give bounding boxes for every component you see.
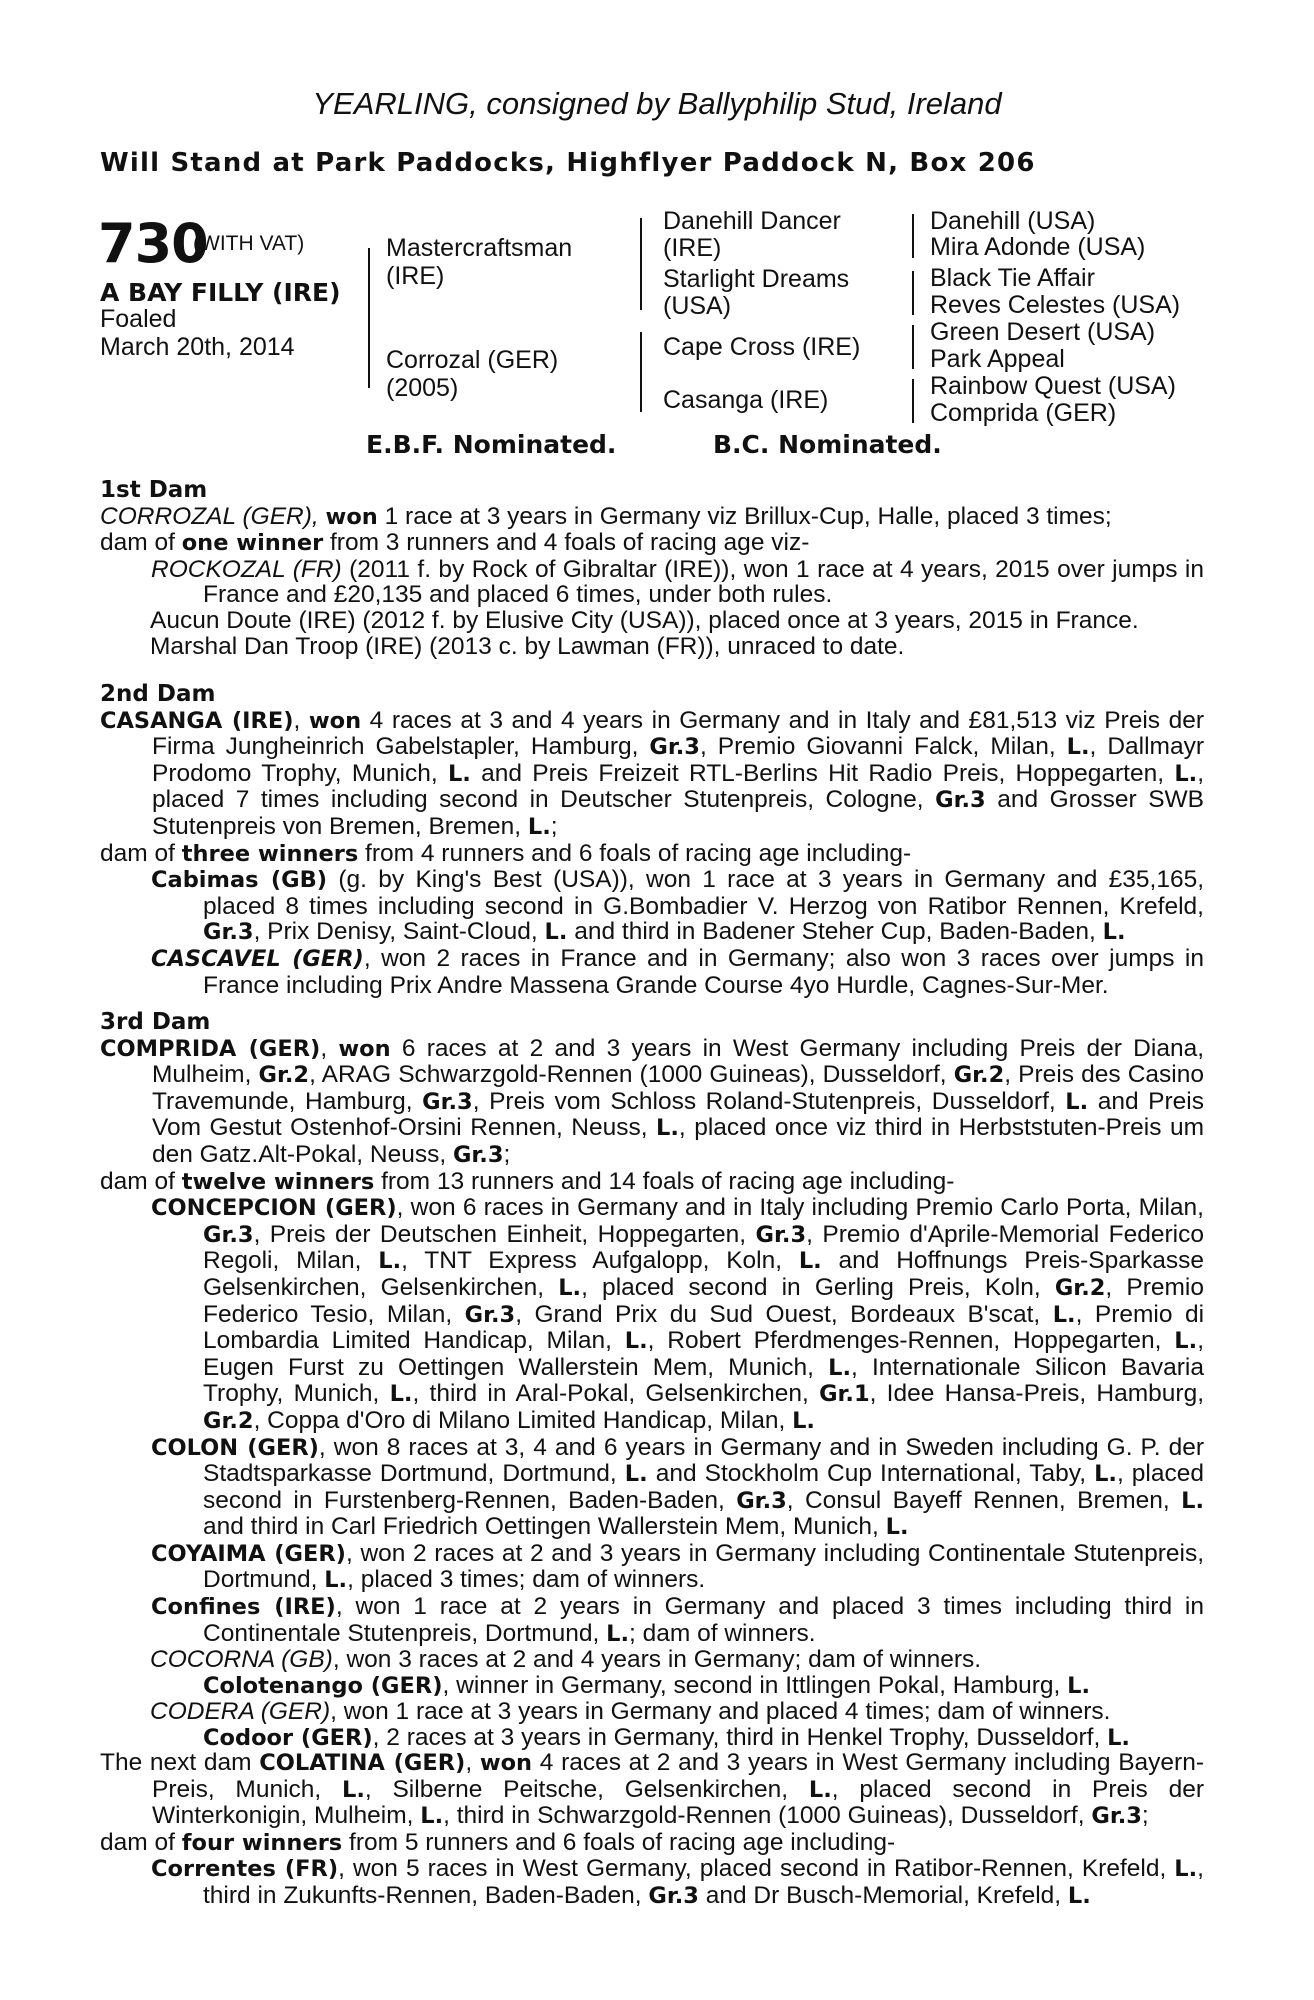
foaled-label: Foaled <box>100 305 177 333</box>
dam-year: (2005) <box>386 374 459 402</box>
stand-location: Will Stand at Park Paddocks, Highflyer Paddock N, Box 206 <box>100 148 1036 178</box>
ebf-nomination: E.B.F. Nominated. <box>366 430 617 459</box>
second-dam-record: CASANGA (IRE), won 4 races at 3 and 4 years in Germany and in Italy and £81,513 viz Preis der Firma Jungheinrich Gabelstapler, Hamburg, Gr.3, Premio Giovanni Falck, Milan, L., Dallmayr Prodomo Trophy, Munich, L. and Preis Freizeit RTL-Berlins Hit Radio Preis, Hoppegarten, L., placed 7 times including second in Deutscher Stutenpreis, Cologne, Gr.3 and Grosser SWB Stutenpreis von Bremen, Bremen, L.; <box>100 706 1205 840</box>
catalogue-title: YEARLING, consigned by Ballyphilip Stud, Ireland <box>312 86 1002 121</box>
produce-correntes: Correntes (FR), won 5 races in West Germany, placed second in Ratibor-Rennen, Krefeld, L., third in Zukunfts-Rennen, Baden-Baden, Gr.3 and Dr Busch-Memorial, Krefeld, L. <box>151 1855 1204 1909</box>
next-dam-section: The next dam COLATINA (GER), won 4 races at 2 and 3 years in West Germany including Bayern-Preis, Munich, L., Silberne Peitsche, Gelsenkirchen, L., placed second in Preis der Winterkonigin, Mulheim, L., third in Schwarzgold-Rennen (1000 Guineas), Dusseldorf, Gr.3; dam of four winners from 5 runners and 6 foals of racing age including- Correntes (FR), won 5 races in West Germany, placed second in Ratibor-Rennen, Krefeld, L., third in Zukunfts-Rennen, Baden-Baden, Gr.3 and Dr Busch-Memorial, Krefeld, L. <box>100 1749 1205 1909</box>
produce-codera: CODERA (GER), won 1 race at 3 years in Germany and placed 4 times; dam of winners. <box>150 1698 1111 1726</box>
produce-concepcion: CONCEPCION (GER), won 6 races in Germany and in Italy including Premio Carlo Porta, Milan, Gr.3, Preis der Deutschen Einheit, Hoppegarten, Gr.3, Premio d'Aprile-Memorial Federico Regoli, Milan, L., TNT Express Aufgalopp, Koln, L. and Hoffnungs Preis-Sparkasse Gelsenkirchen, Gelsenkirchen, L., placed second in Gerling Preis, Koln, Gr.2, Premio Federico Tesio, Milan, Gr.3, Grand Prix du Sud Ouest, Bordeaux B'scat, L., Premio di Lombardia Limited Handicap, Milan, L., Robert Pferdmenges-Rennen, Hoppegarten, L., Eugen Furst zu Oettingen Wallerstein Mem, Munich, L., Internationale Silicon Bavaria Trophy, Munich, L., third in Aral-Pokal, Gelsenkirchen, Gr.1, Idee Hansa-Preis, Hamburg, Gr.2, Coppa d'Oro di Milano Limited Handicap, Milan, L. <box>151 1194 1205 1434</box>
second-dam-section: 2nd Dam CASANGA (IRE), won 4 races at 3 and 4 years in Germany and in Italy and £81,513 viz Preis der Firma Jungheinrich Gabelstapler, Hamburg, Gr.3, Premio Giovanni Falck, Milan, L., Dallmayr Prodomo Trophy, Munich, L. and Preis Freizeit RTL-Berlins Hit Radio Preis, Hoppegarten, L., placed 7 times including second in Deutscher Stutenpreis, Cologne, Gr.3 and Grosser SWB Stutenpreis von Bremen, Bremen, L.; dam of three winners from 4 runners and 6 foals of racing age including- Cabimas (GB) (g. by King's Best (USA)), won 1 race at 3 years in Germany and £35,165, placed 8 times including second in G.Bombadier V. Herzog von Ratibor Rennen, Krefeld, Gr.3, Prix Denisy, Saint-Cloud, L. and third in Badener Steher Cup, Baden-Baden, L. CASCAVEL (GER), won 2 races in France and in Germany; also won 3 races over jumps in France including Prix Andre Massena Grande Course 4yo Hurdle, Cagnes-Sur-Mer. <box>100 681 1205 999</box>
gen3-brace-1 <box>912 214 914 258</box>
lot-number: 730 <box>98 212 208 275</box>
dam-sire: Cape Cross (IRE) <box>663 333 861 361</box>
third-dam-heading: 3rd Dam <box>100 1009 211 1035</box>
gen3-4: Reves Celestes (USA) <box>930 291 1181 319</box>
produce-colotenango: Colotenango (GER), winner in Germany, second in Ittlingen Pokal, Hamburg, L. <box>203 1671 1091 1699</box>
gen3-5: Green Desert (USA) <box>930 318 1156 346</box>
produce-coyaima: COYAIMA (GER), won 2 races at 2 and 3 years in Germany including Continentale Stutenpreis, Dortmund, L., placed 3 times; dam of winners. <box>151 1539 1205 1594</box>
third-dam-record: COMPRIDA (GER), won 6 races at 2 and 3 years in West Germany including Preis der Diana, Mulheim, Gr.2, ARAG Schwarzgold-Rennen (1000 Guineas), Dusseldorf, Gr.2, Preis des Casino Travemunde, Hamburg, Gr.3, Preis vom Schloss Roland-Stutenpreis, Dusseldorf, L. and Preis Vom Gestut Ostenhof-Orsini Rennen, Neuss, L., placed once viz third in Herbststuten-Preis um den Gatz.Alt-Pokal, Neuss, Gr.3; <box>100 1034 1205 1168</box>
produce-cabimas: Cabimas (GB) (g. by King's Best (USA)), won 1 race at 3 years in Germany and £35,165, placed 8 times including second in G.Bombadier V. Herzog von Ratibor Rennen, Krefeld, Gr.3, Prix Denisy, Saint-Cloud, L. and third in Badener Steher Cup, Baden-Baden, L. <box>151 866 1204 946</box>
sire-sire: Danehill Dancer <box>663 207 841 235</box>
sire-parents-brace <box>640 218 642 310</box>
next-dam-record: The next dam COLATINA (GER), won 4 races at 2 and 3 years in West Germany including Bayern-Preis, Munich, L., Silberne Peitsche, Gelsenkirchen, L., placed second in Preis der Winterkonigin, Mulheim, L., third in Schwarzgold-Rennen (1000 Guineas), Dusseldorf, Gr.3; <box>100 1749 1205 1830</box>
gen3-brace-3 <box>912 325 914 369</box>
gen3-6: Park Appeal <box>930 345 1065 373</box>
lot-description: A BAY FILLY (IRE) <box>100 278 341 307</box>
sire-sire-origin: (IRE) <box>663 234 722 262</box>
sire-origin: (IRE) <box>386 262 445 290</box>
dam-name: Corrozal (GER) <box>386 346 559 374</box>
produce-codoor: Codoor (GER), 2 races at 3 years in Germany, third in Henkel Trophy, Dusseldorf, L. <box>203 1724 1130 1752</box>
gen3-8: Comprida (GER) <box>930 399 1117 427</box>
foaled-date: March 20th, 2014 <box>100 333 295 361</box>
gen3-1: Danehill (USA) <box>930 207 1096 235</box>
produce-marshal-dan-troop: Marshal Dan Troop (IRE) (2013 c. by Lawman (FR)), unraced to date. <box>150 632 905 660</box>
sire-dam: Starlight Dreams <box>663 265 850 293</box>
produce-confines: Confines (IRE), won 1 race at 2 years in Germany and placed 3 times including third in Continentale Stutenpreis, Dortmund, L.; dam of winners. <box>151 1593 1204 1647</box>
sire-dam-origin: (USA) <box>663 292 732 320</box>
produce-colon: COLON (GER), won 8 races at 3, 4 and 6 years in Germany and in Sweden including G. P. der Stadtsparkasse Dortmund, Dortmund, L. and Stockholm Cup International, Taby, L., placed second in Furstenberg-Rennen, Baden-Baden, Gr.3, Consul Bayeff Rennen, Bremen, L. and third in Carl Friedrich Oettingen Wallerstein Mem, Munich, L. <box>151 1433 1204 1541</box>
sire-name: Mastercraftsman <box>386 234 573 262</box>
first-dam-section: 1st Dam CORROZAL (GER), won 1 race at 3 years in Germany viz Brillux-Cup, Halle, placed 3 times; dam of one winner from 3 runners and 4 foals of racing age viz- ROCKOZAL (FR) (2011 f. by Rock of Gibraltar (IRE)), won 1 race at 4 years, 2015 over jumps in France and £20,135 and placed 6 times, under both rules. Aucun Doute (IRE) (2012 f. by Elusive City (USA)), placed once at 3 years, 2015 in France. Marshal Dan Troop (IRE) (2013 c. by Lawman (FR)), unraced to date. <box>100 477 1204 660</box>
first-dam-name: CORROZAL (GER), <box>100 502 319 530</box>
produce-rockozal: ROCKOZAL (FR) (2011 f. by Rock of Gibraltar (IRE)), won 1 race at 4 years, 2015 over jumps in France and £20,135 and placed 6 times, under both rules. <box>151 555 1204 609</box>
dam-parents-brace <box>640 332 642 412</box>
second-dam-heading: 2nd Dam <box>100 681 216 707</box>
produce-aucun-doute: Aucun Doute (IRE) (2012 f. by Elusive City (USA)), placed once at 3 years, 2015 in France. <box>150 606 1139 634</box>
bc-nomination: B.C. Nominated. <box>713 430 942 459</box>
third-dam-section: 3rd Dam COMPRIDA (GER), won 6 races at 2 and 3 years in West Germany including Preis der Diana, Mulheim, Gr.2, ARAG Schwarzgold-Rennen (1000 Guineas), Dusseldorf, Gr.2, Preis des Casino Travemunde, Hamburg, Gr.3, Preis vom Schloss Roland-Stutenpreis, Dusseldorf, L. and Preis Vom Gestut Ostenhof-Orsini Rennen, Neuss, L., placed once viz third in Herbststuten-Preis um den Gatz.Alt-Pokal, Neuss, Gr.3; dam of twelve winners from 13 runners and 14 foals of racing age including- CONCEPCION (GER), won 6 races in Germany and in Italy including Premio Carlo Porta, Milan, Gr.3, Preis der Deutschen Einheit, Hoppegarten, Gr.3, Premio d'Aprile-Memorial Federico Regoli, Milan, L., TNT Express Aufgalopp, Koln, L. and Hoffnungs Preis-Sparkasse Gelsenkirchen, Gelsenkirchen, L., placed second in Gerling Preis, Koln, Gr.2, Premio Federico Tesio, Milan, Gr.3, Grand Prix du Sud Ouest, Bordeaux B'scat, L., Premio di Lombardia Limited Handicap, Milan, L., Robert Pferdmenges-Rennen, Hoppegarten, L., Eugen Furst zu Oettingen Wallerstein Mem, Munich, L., Internationale Silicon Bavaria Trophy, Munich, L., third in Aral-Pokal, Gelsenkirchen, Gr.1, Idee Hansa-Preis, Hamburg, Gr.2, Coppa d'Oro di Milano Limited Handicap, Milan, L. COLON (GER), won 8 races at 3, 4 and 6 years in Germany and in Sweden including G. P. der Stadtsparkasse Dortmund, Dortmund, L. and Stockholm Cup International, Taby, L., placed second in Furstenberg-Rennen, Baden-Baden, Gr.3, Consul Bayeff Rennen, Bremen, L. and third in Carl Friedrich Oettingen Wallerstein Mem, Munich, L. COYAIMA (GER), won 2 races at 2 and 3 years in Germany including Continentale Stutenpreis, Dortmund, L., placed 3 times; dam of winners. Confines (IRE), won 1 race at 2 years in Germany and placed 3 times including third in Continentale Stutenpreis, Dortmund, L.; dam of winners. COCORNA (GB), won 3 races at 2 and 4 years in Germany; dam of winners. Colotenango (GER), winner in Germany, second in Ittlingen Pokal, Hamburg, L. CODERA (GER), won 1 race at 3 years in Germany and placed 4 times; dam of winners. Codoor (GER), 2 races at 3 years in Germany, third in Henkel Trophy, Dusseldorf, L. <box>100 1009 1205 1752</box>
gen3-brace-4 <box>912 379 914 423</box>
vat-note: (WITH VAT) <box>193 232 305 255</box>
gen3-3: Black Tie Affair <box>930 264 1095 292</box>
sire-dam-brace <box>368 248 370 388</box>
produce-cocorna: COCORNA (GB), won 3 races at 2 and 4 years in Germany; dam of winners. <box>150 1646 982 1674</box>
gen3-7: Rainbow Quest (USA) <box>930 372 1176 400</box>
gen3-2: Mira Adonde (USA) <box>930 233 1146 261</box>
dam-dam: Casanga (IRE) <box>663 386 829 414</box>
first-dam-heading: 1st Dam <box>100 477 208 503</box>
produce-cascavel: CASCAVEL (GER), won 2 races in France and in Germany; also won 3 races over jumps in France including Prix Andre Massena Grande Course 4yo Hurdle, Cagnes-Sur-Mer. <box>151 944 1204 999</box>
gen3-brace-2 <box>912 271 914 315</box>
